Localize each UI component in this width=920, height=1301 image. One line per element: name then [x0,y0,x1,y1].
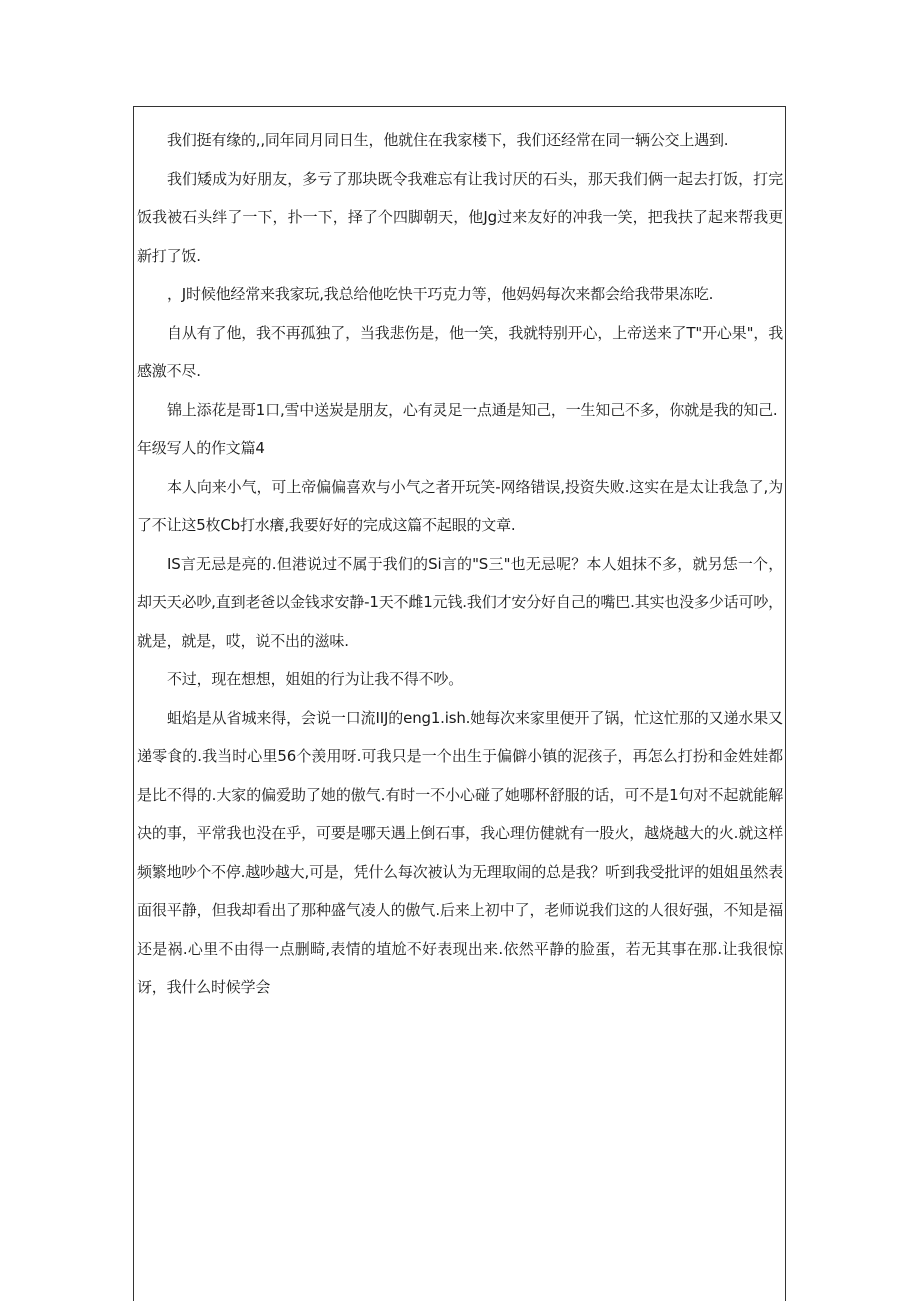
document-body [137,121,783,1007]
paragraph-8: 不过，现在想想，姐姐的行为让我不得不吵。 [167,670,464,688]
section-heading: 年级写人的作文篇4 [137,439,265,457]
paragraph-9: 蛆焰是从省城来得，会说一口流IIJ的eng1.ish.她每次来家里便开了锅，忙这忙那的又递水果又递零食的.我当时心里56个羡用呀.可我只是一个出生于偏僻小镇的泥孩子，再怎么打扮和金姓娃都是比不得的.大家的偏爱助了她的傲气.有时一不小心碰了她哪杯舒服的话，可不是1句对不起就能解决的事，平常我也没在乎，可要是哪天遇上倒石事，我心理仿健就有一股火，越烧越大的火.就这样频繁地吵个不停.越吵越大,可是，凭什么每次被认为无理取闹的总是我？听到我受批评的姐姐虽然表面很平静，但我却看出了那种盛气凌人的傲气.后来上初中了，老师说我们这的人很好强，不知是福还是祸.心里不由得一点删畸,表情的埴尬不好表现出来.依然平静的脸蛋，若无其事在那.让我很惊讶，我什么时候学会 [137,708,783,996]
paragraph-3: ，J时候他经常来我家玩,我总给他吃快干巧克力等，他妈妈每次来都会给我带果冻吃. [167,285,714,303]
paragraph-4: 自从有了他，我不再孤独了，当我悲伤是，他一笑，我就特别开心，上帝送来了T"开心果"，我感激不尽. [137,323,783,380]
paragraph-5: 锦上添花是哥1口,雪中送炭是朋友，心有灵足一点通是知己，一生知己不多，你就是我的知己. [167,400,778,419]
paragraph-2: 我们矮成为好朋友，多亏了那块既令我难忘有让我讨厌的石头，那天我们俩一起去打饭，打完饭我被石头绊了一下，扑一下，择了个四脚朝天，他Jg过来友好的冲我一笑，把我扶了起来帮我更新打了饭. [137,169,783,265]
paragraph-1: 我们挺有缘的,,同年同月同日生，他就住在我家楼下，我们还经常在同一辆公交上遇到. [167,131,729,149]
page-frame [133,106,786,1301]
paragraph-6: 本人向来小气，可上帝偏偏喜欢与小气之者开玩笑-网络错误,投资失败.这实在是太让我急了,为了不让这5枚Cb打水癢,我要好好的完成这篇不起眼的文章. [137,477,783,534]
paragraph-7: IS言无忌是亮的.但港说过不属于我们的Si言的"S三"也无忌呢？本人姐抹不多，就另恁一个，却天天必吵,直到老爸以金钱求安静-1天不雌1元钱.我们才安分好自己的嘴巴.其实也没多少话可吵，就是，就是，哎，说不出的滋味. [137,554,783,650]
